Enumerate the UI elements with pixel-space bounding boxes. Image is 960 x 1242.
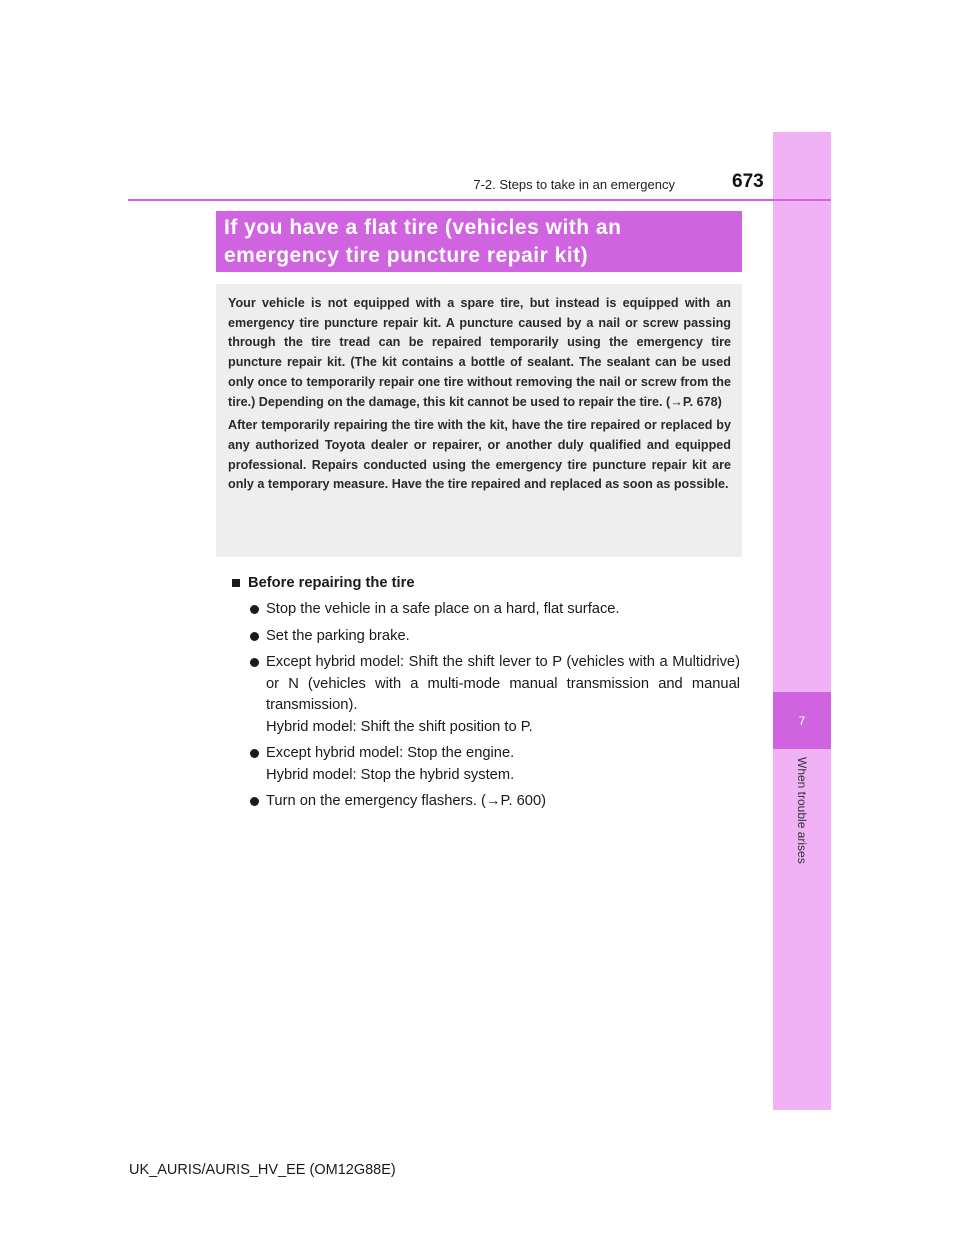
page-title-line-1: If you have a flat tire (vehicles with an [224, 216, 622, 239]
page-title-line-2: emergency tire puncture repair kit) [224, 244, 589, 267]
intro-paragraph-1: Your vehicle is not equipped with a spare tire, but instead is equipped with an emergency tire puncture repair kit. A puncture caused by a nail or screw passing through the tire tread can be repaired temporarily using the emergency tire puncture repair kit. (The kit contains a bottle of sealant. The sealant can be used only once to temporarily repair one tire without removing the nail or screw from the tire.) Depending on the damage, this kit cannot be used to repair the tire. (→P. 678) [228, 296, 731, 409]
list-item [230, 791, 740, 813]
chapter-title: When trouble arises [795, 757, 809, 864]
chapter-number-tab [773, 692, 831, 749]
page-title [216, 211, 742, 272]
intro-paragraph-2: After temporarily repairing the tire with the kit, have the tire repaired or replaced by any authorized Toyota dealer or repairer, or another duly qualified and equipped professional. Repairs conducted using the emergency tire puncture repair kit are only a temporary measure. Have the tire repaired and replaced as soon as possible. [228, 418, 731, 492]
chapter-number: 7 [798, 713, 806, 728]
section-content [230, 572, 740, 813]
list-item-text: Set the parking brake. [266, 627, 410, 644]
square-bullet-icon [232, 579, 240, 587]
list-item-subtext: Hybrid model: Stop the hybrid system. [266, 766, 515, 783]
list-item [230, 743, 740, 786]
list-item-subtext: Hybrid model: Shift the shift position to P. [266, 718, 533, 735]
header-section-title: 7-2. Steps to take in an emergency [473, 177, 675, 192]
bullet-dot-icon [250, 658, 259, 667]
bullet-dot-icon [250, 797, 259, 806]
section-heading-text: Before repairing the tire [248, 575, 415, 591]
side-tab [773, 132, 831, 1110]
list-item [230, 599, 740, 621]
bullet-dot-icon [250, 749, 259, 758]
page-number: 673 [732, 171, 764, 192]
bullet-dot-icon [250, 632, 259, 641]
list-item-text: Turn on the emergency flashers. (→P. 600) [266, 793, 547, 809]
list-item [230, 626, 740, 648]
list-item-text: Except hybrid model: Shift the shift lever to P (vehicles with a Multidrive) or N (vehicles with a multi-mode manual transmission and manual transmission). [266, 654, 740, 713]
list-item-text: Except hybrid model: Stop the engine. [266, 745, 515, 761]
bullet-dot-icon [250, 605, 259, 614]
section-heading [230, 572, 740, 594]
list-item [230, 652, 740, 738]
footer-doc-code: UK_AURIS/AURIS_HV_EE (OM12G88E) [129, 1162, 396, 1178]
intro-box [216, 284, 742, 557]
header-divider [128, 199, 831, 201]
list-item-text: Stop the vehicle in a safe place on a hard, flat surface. [266, 601, 620, 617]
